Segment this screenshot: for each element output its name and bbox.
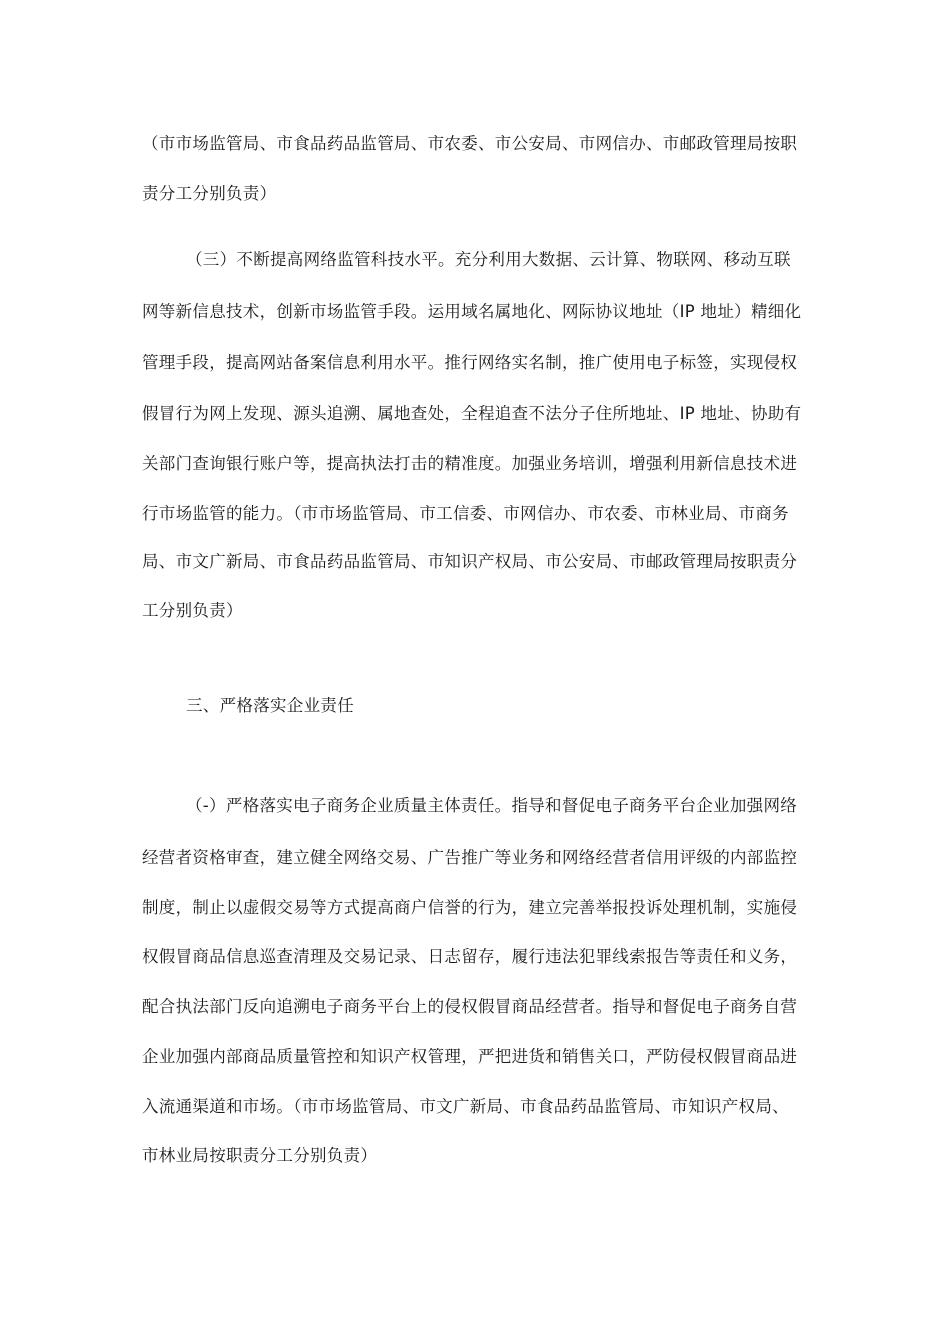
paragraph-2-line-5: 关部门查询银行账户等，提高执法打击的精准度。加强业务培训，增强利用新信息技术进: [142, 454, 798, 473]
paragraph-3-line-2: 经营者资格审查，建立健全网络交易、广告推广等业务和网络经营者信用评级的内部监控: [142, 848, 798, 867]
paragraph-3-line-5: 配合执法部门反向追溯电子商务平台上的侵权假冒商品经营者。指导和督促电子商务自营: [142, 997, 798, 1016]
paragraph-1-line-2: 责分工分别负责）: [142, 184, 277, 203]
paragraph-3-line-4: 权假冒商品信息巡查清理及交易记录、日志留存，履行违法犯罪线索报告等责任和义务，: [142, 947, 798, 966]
paragraph-3-line-7: 入流通渠道和市场。（市市场监管局、市文广新局、市食品药品监管局、市知识产权局、: [142, 1097, 789, 1116]
paragraph-3-line-6: 企业加强内部商品质量管控和知识产权管理，严把进货和销售关口，严防侵权假冒商品进: [142, 1047, 798, 1066]
section-heading: 三、严格落实企业责任: [186, 696, 354, 715]
paragraph-3-line-1: （-）严格落实电子商务企业质量主体责任。指导和督促电子商务平台企业加强网络: [186, 796, 798, 815]
paragraph-2-line-4: 假冒行为网上发现、源头追溯、属地查处，全程追查不法分子住所地址、IP 地址、协助有: [142, 404, 802, 423]
paragraph-2-line-2: 网等新信息技术，创新市场监管手段。运用域名属地化、网际协议地址（IP 地址）精细化: [142, 302, 802, 321]
paragraph-2-line-7: 局、市文广新局、市食品药品监管局、市知识产权局、市公安局、市邮政管理局按职责分: [142, 552, 798, 571]
paragraph-1-line-1: （市市场监管局、市食品药品监管局、市农委、市公安局、市网信办、市邮政管理局按职: [142, 134, 798, 153]
paragraph-2-line-6: 行市场监管的能力。（市市场监管局、市工信委、市网信办、市农委、市林业局、市商务: [142, 504, 789, 523]
paragraph-2-line-1: （三）不断提高网络监管科技水平。充分利用大数据、云计算、物联网、移动互联: [186, 250, 791, 269]
paragraph-3-line-3: 制度，制止以虚假交易等方式提高商户信誉的行为，建立完善举报投诉处理机制，实施侵: [142, 898, 798, 917]
paragraph-2-line-8: 工分别负责）: [142, 601, 243, 620]
paragraph-3-line-8: 市林业局按职责分工分别负责）: [142, 1146, 378, 1165]
paragraph-2-line-3: 管理手段，提高网站备案信息利用水平。推行网络实名制，推广使用电子标签，实现侵权: [142, 353, 798, 372]
